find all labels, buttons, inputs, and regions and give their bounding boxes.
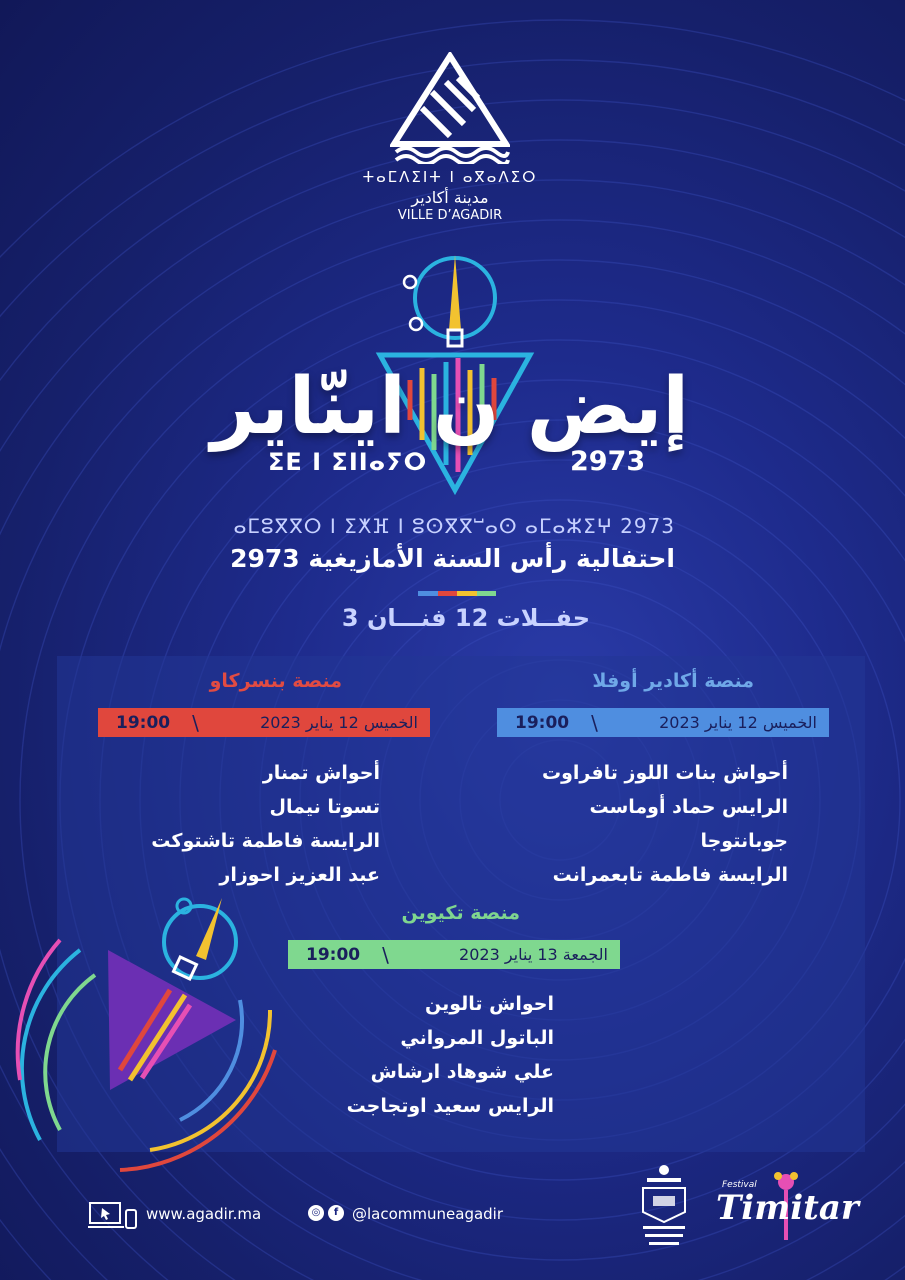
artist-name: عبد العزيز احوزار <box>219 864 380 886</box>
logo-tifinagh-text: ⵜⴰⵎⴷⵉⵏⵜ ⵏ ⴰⴳⴰⴷⵉⵔ <box>362 168 538 186</box>
schedule-time: 19:00 <box>116 712 171 733</box>
website-link[interactable]: www.agadir.ma <box>146 1205 262 1223</box>
decorative-corner-art <box>0 880 280 1180</box>
stage-title-tikiouine: منصة تكيوين <box>401 902 520 924</box>
concerts-count: 3 حفــلات 12 فنـــان <box>341 604 590 632</box>
rainbow-divider <box>418 591 496 596</box>
instagram-icon[interactable]: ◎ <box>308 1205 324 1221</box>
schedule-date: الخميس 12 يناير 2023 <box>659 713 817 732</box>
artist-name: احواش تالوين <box>424 993 554 1015</box>
social-handle[interactable]: @lacommuneagadir <box>352 1205 504 1223</box>
artist-name: علي شوهاد ارشاش <box>370 1061 554 1083</box>
timitar-wordmark: Timitar <box>716 1188 859 1228</box>
logo-arabic-text: مدينة أكادير <box>411 188 489 207</box>
schedule-separator: \ <box>382 942 389 967</box>
stage-schedule-bar <box>288 940 620 969</box>
artist-name: الباتول المرواني <box>400 1027 554 1049</box>
year-number: 2973 <box>570 446 646 477</box>
agadir-logo <box>390 52 510 164</box>
social-icons <box>308 1205 344 1221</box>
artist-name: تسوتا نيمال <box>269 796 380 818</box>
schedule-separator: \ <box>591 710 598 735</box>
artist-name: أحواش بنات اللوز تافراوت <box>541 762 788 784</box>
facebook-icon[interactable]: f <box>328 1205 344 1221</box>
schedule-date: الجمعة 13 يناير 2023 <box>459 945 608 964</box>
artist-list <box>520 756 788 892</box>
stage-schedule-bar <box>98 708 430 737</box>
artist-name: جوبانتوجا <box>700 830 788 852</box>
artist-name: الرايس حماد أوماست <box>589 796 788 818</box>
tifinagh-subtitle: ⴰⵎⵓⴳⴳⵔ ⵏ ⵉⵅⴼ ⵏ ⵓⵙⴳⴳⵯⴰⵙ ⴰⵎⴰⵣⵉⵖ 2973 <box>233 514 675 538</box>
schedule-separator: \ <box>192 710 199 735</box>
stage-schedule-bar <box>497 708 829 737</box>
main-title: إيض ن اينّاير <box>210 362 690 452</box>
arabic-subtitle: احتفالية رأس السنة الأمازيغية 2973 <box>230 544 675 573</box>
artist-name: الرايسة فاطمة تاشتوكت <box>151 830 380 852</box>
stage-title-agadir-oufella: منصة أكادير أوفلا <box>592 670 754 692</box>
artist-name: الرايسة فاطمة تابعمرانت <box>552 864 788 886</box>
artist-list <box>300 987 554 1123</box>
artist-name: الرايس سعيد اوتجاجت <box>346 1095 554 1117</box>
stage-title-bensergao: منصة بنسركاو <box>209 670 342 692</box>
logo-latin-text: VILLE D’AGADIR <box>397 208 503 223</box>
commune-emblem-logo <box>633 1162 695 1256</box>
tifinagh-title: ⵉⴹ ⵏ ⵉⵏⵏⴰⵢⵔ <box>268 448 428 476</box>
devices-icon <box>88 1200 138 1230</box>
festival-label: Festival <box>722 1180 757 1190</box>
schedule-time: 19:00 <box>515 712 570 733</box>
schedule-date: الخميس 12 يناير 2023 <box>260 713 418 732</box>
artist-list <box>110 756 380 892</box>
artist-name: أحواش تمنار <box>262 762 380 784</box>
schedule-time: 19:00 <box>306 944 361 965</box>
